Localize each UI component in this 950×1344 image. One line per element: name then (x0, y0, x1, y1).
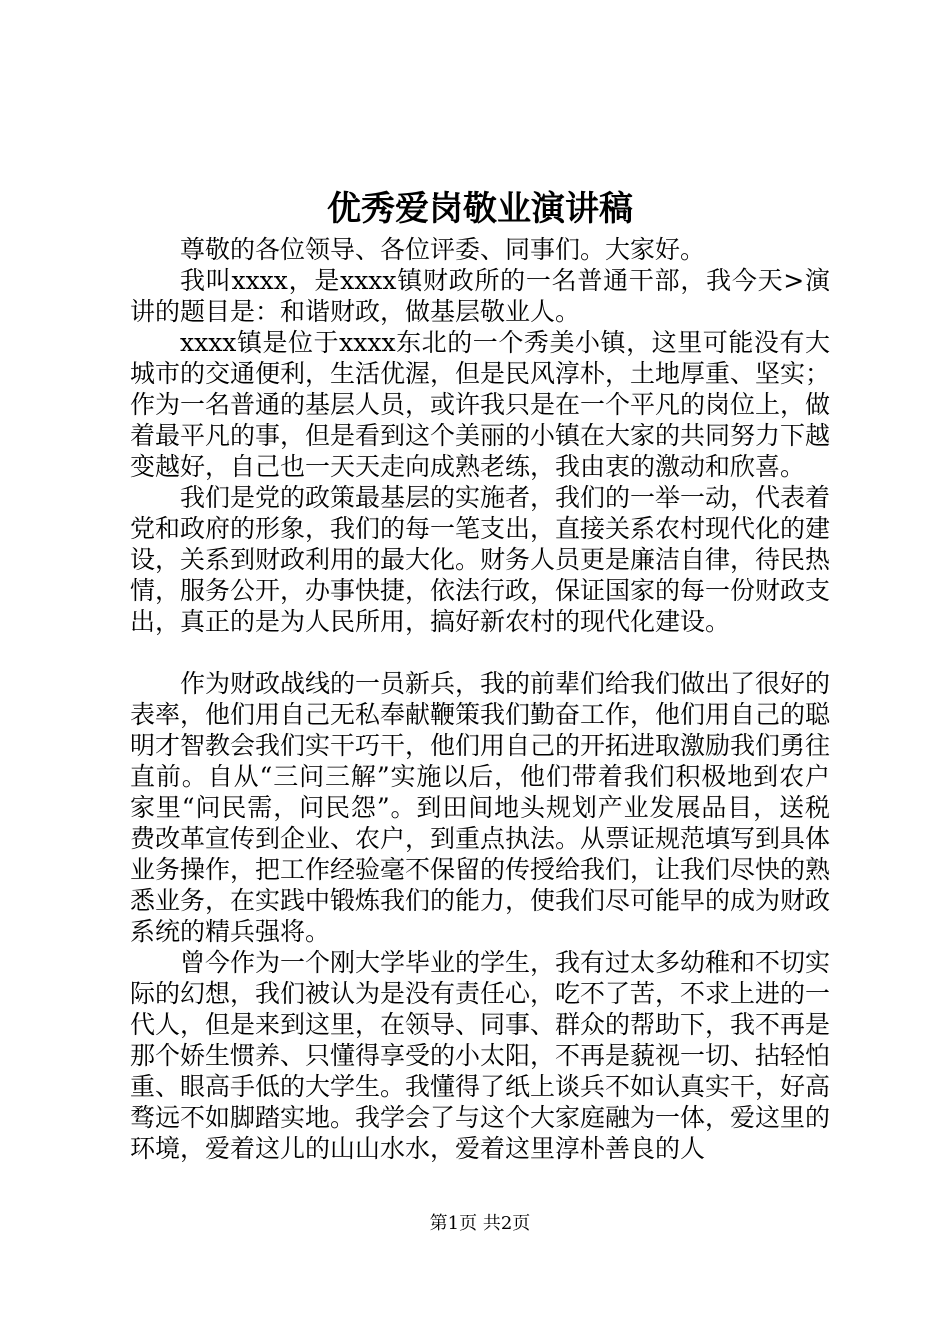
paragraph-predecessors: 作为财政战线的一员新兵，我的前辈们给我们做出了很好的表率，他们用自己无私奉献鞭策我们勤奋工作，他们用自己的聪明才智教会我们实干巧干，他们用自己的开拓进取激励我们勇往直前。自从“三问三解”实施以后，他们带着我们积极地到农户家里“问民需，问民怨”。到田间地头规划产业发展品目，送税费改革宣传到企业、农户，到重点执法。从票证规范填写到具体业务操作，把工作经验毫不保留的传授给我们，让我们尽快的熟悉业务，在实践中锻炼我们的能力，使我们尽可能早的成为财政系统的精兵强将。 (130, 669, 831, 946)
paragraph-policy: 我们是党的政策最基层的实施者，我们的一举一动，代表着党和政府的形象，我们的每一笔支出，直接关系农村现代化的建设，关系到财政利用的最大化。财务人员更是廉洁自律，待民热情，服务公开，办事快捷，依法行政，保证国家的每一份财政支出，真正的是为人民所用，搞好新农村的现代化建设。 (130, 483, 831, 636)
page-number-footer: 第1页 共2页 (429, 1213, 531, 1234)
paragraph-introduction: 我叫xxxx，是xxxx镇财政所的一名普通干部，我今天>演讲的题目是：和谐财政，做基层敬业人。 (130, 266, 830, 326)
paragraph-greeting: 尊敬的各位领导、各位评委、同事们。大家好。 (180, 235, 706, 264)
document-title: 优秀爱岗敬业演讲稿 (327, 189, 633, 229)
paragraph-growth: 曾今作为一个刚大学毕业的学生，我有过太多幼稚和不切实际的幻想，我们被认为是没有责任心，吃不了苦，不求上进的一代人，但是来到这里，在领导、同事、群众的帮助下，我不再是那个娇生惯养、只懂得享受的小太阳，不再是藐视一切、拈轻怕重、眼高手低的大学生。我懂得了纸上谈兵不如认真实干，好高骛远不如脚踏实地。我学会了与这个大家庭融为一体，爱这里的环境，爱着这儿的山山水水，爱着这里淳朴善良的人 (130, 948, 831, 1163)
document-body (130, 234, 830, 1164)
paragraph-town: xxxx镇是位于xxxx东北的一个秀美小镇，这里可能没有大城市的交通便利，生活优渥，但是民风淳朴，土地厚重、坚实；作为一名普通的基层人员，或许我只是在一个平凡的岗位上，做着最平凡的事，但是看到这个美丽的小镇在大家的共同努力下越变越好，自己也一天天走向成熟老练，我由衷的激动和欣喜。 (130, 328, 831, 481)
document-page (130, 0, 830, 1344)
